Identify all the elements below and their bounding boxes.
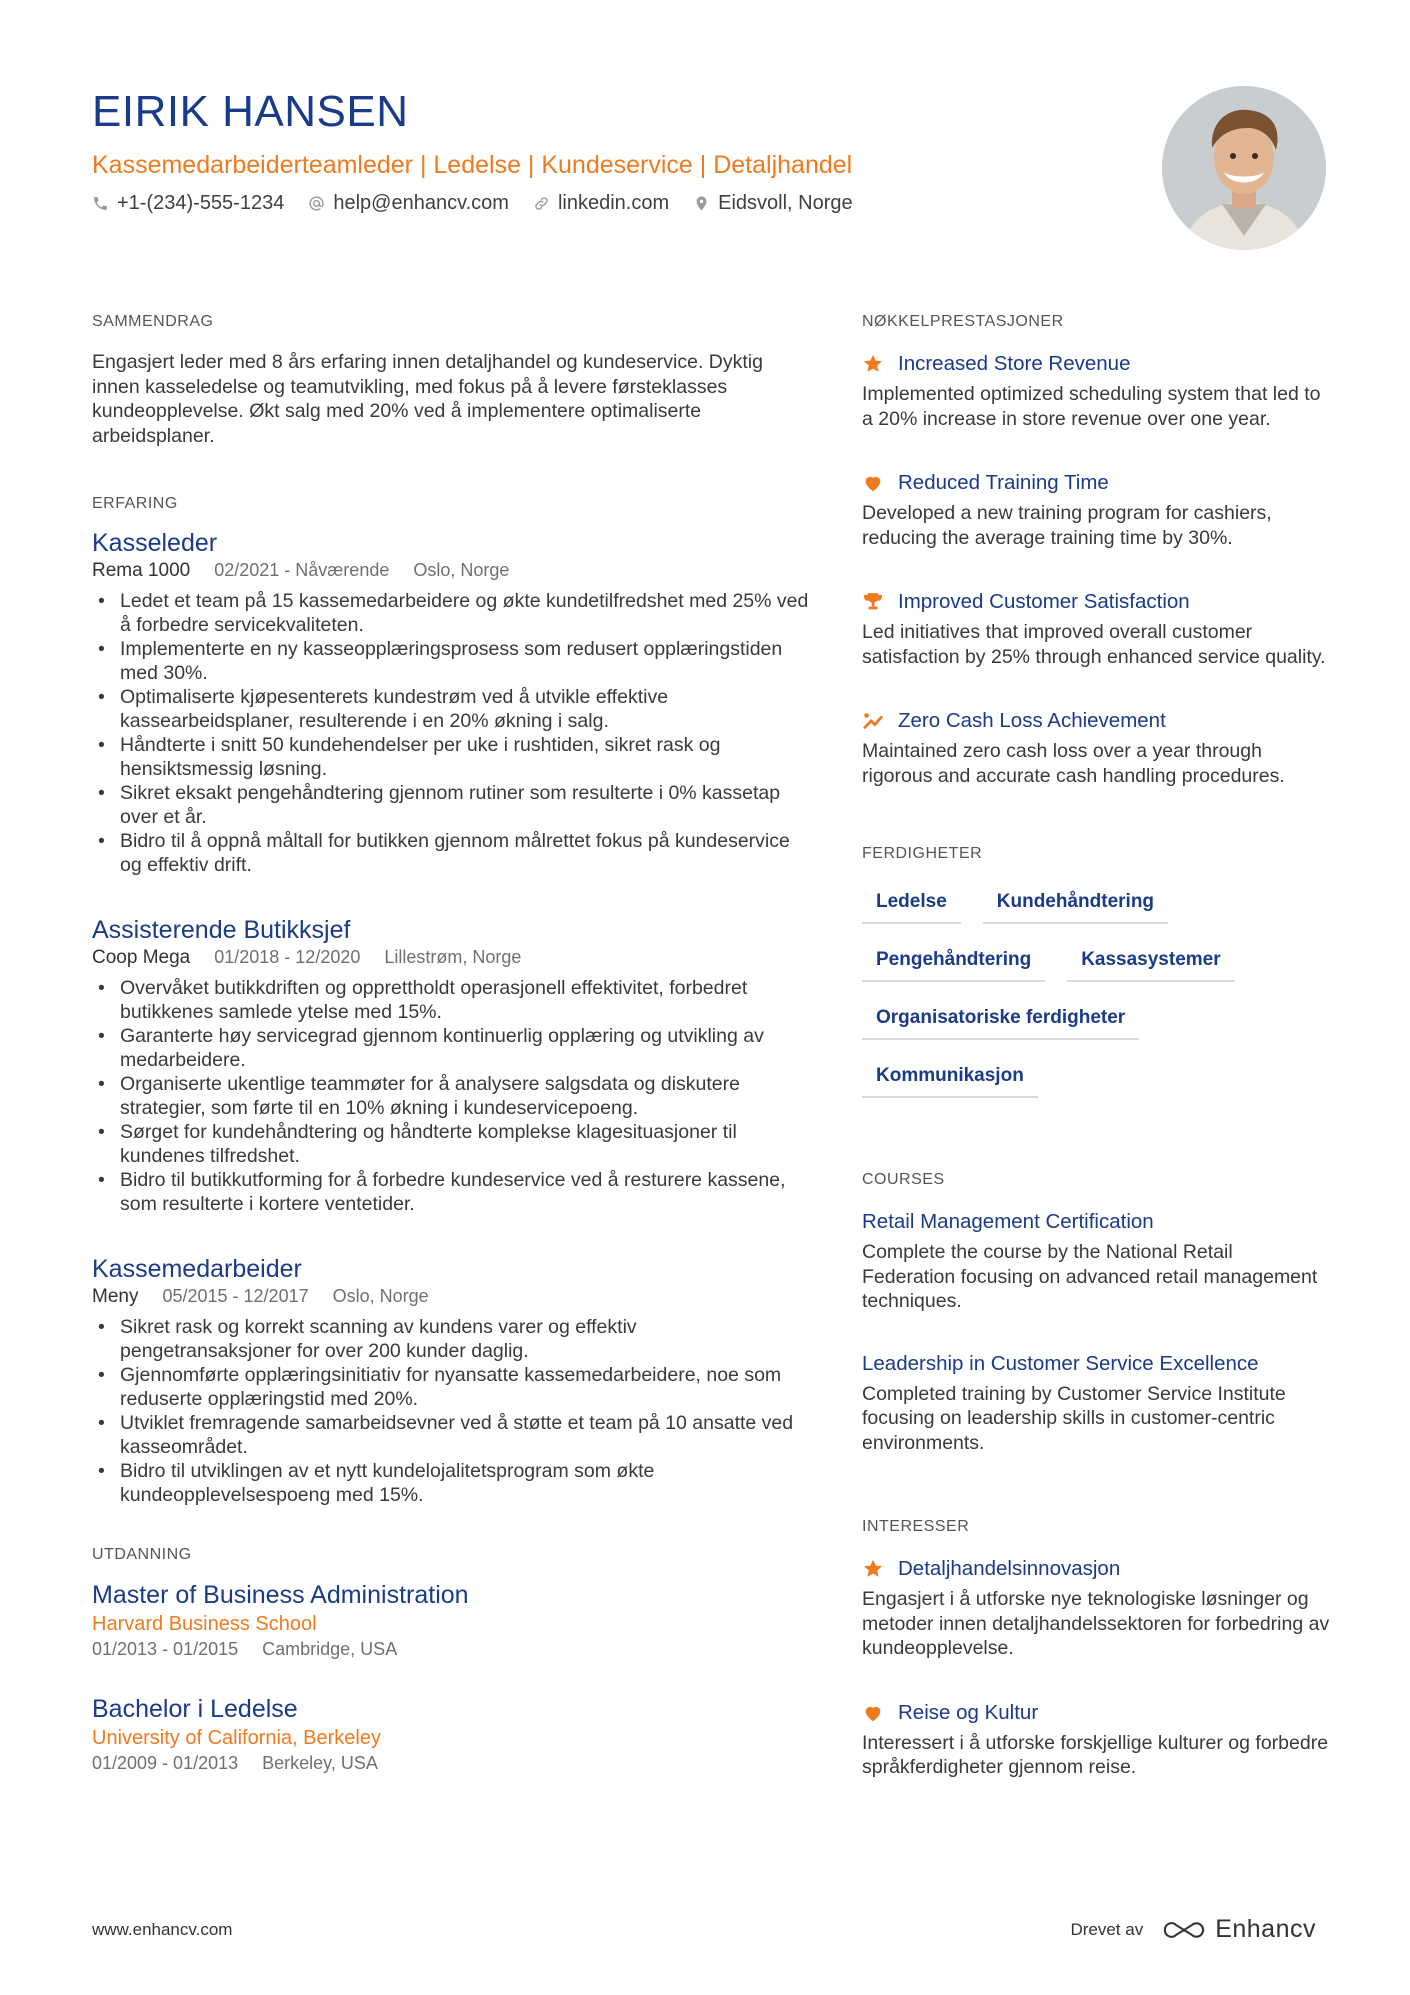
interest-desc: Engasjert i å utforske nye teknologiske løsninger og metoder innen detaljhandelssektoren for forbedring av kundeopplevelse. <box>862 1588 1330 1659</box>
bullet-item: • Sørget for kundehåndtering og håndterte komplekse klagesituasjoner til kundenes tilfredshet. <box>92 1120 812 1168</box>
job-entry <box>92 915 812 1216</box>
bullet-item: • Utviklet fremragende samarbeidsevner ved å støtte et team på 10 ansatte ved kasseområdet. <box>92 1411 812 1459</box>
skills-list <box>862 886 1322 1098</box>
course-desc: Complete the course by the National Retail Federation focusing on advanced retail management techniques. <box>862 1241 1318 1312</box>
edu-meta <box>92 1637 812 1661</box>
interest-title: Reise og Kultur <box>898 1700 1039 1724</box>
course-title: Leadership in Customer Service Excellence <box>862 1351 1259 1375</box>
job-bullets <box>92 976 812 1216</box>
skill-tag: Kommunikasjon <box>862 1060 1038 1098</box>
job-meta <box>92 558 812 583</box>
edu-dates: 01/2009 - 01/2013 <box>92 1753 239 1773</box>
contact-email[interactable] <box>308 192 509 215</box>
left-column <box>92 312 812 1821</box>
bullet-item: • Organiserte ukentlige teammøter for å analysere salgsdata og diskutere strategier, som førte til en 10% økning i kundeservicepoeng. <box>92 1072 812 1120</box>
job-location: Lillestrøm, Norge <box>384 947 522 967</box>
bullet-item: • Overvåket butikkdriften og opprettholdt operasjonell effektivitet, forbedret butikkenes samlede ytelse med 15%. <box>92 976 812 1024</box>
course-item <box>862 1350 1330 1456</box>
bullet-item: • Optimaliserte kjøpesenterets kundestrøm ved å utvikle effektive kassearbeidsplaner, resulterende i en 20% økning i salg. <box>92 685 812 733</box>
skill-tag: Pengehåndtering <box>862 944 1045 982</box>
achievement-title: Zero Cash Loss Achievement <box>898 709 1166 732</box>
achievement-item <box>862 350 1330 431</box>
achievement-desc: Maintained zero cash loss over a year through rigorous and accurate cash handling procedures. <box>862 740 1285 787</box>
bullet-item: • Sikret rask og korrekt scanning av kundens varer og effektiv pengetransaksjoner for over 200 kunder daglig. <box>92 1315 812 1363</box>
skills-section <box>862 844 1330 1098</box>
education-title: UTDANNING <box>92 1546 192 1563</box>
interests-title: INTERESSER <box>862 1518 970 1535</box>
summary-title: SAMMENDRAG <box>92 313 214 330</box>
skill-tag: Kassasystemer <box>1067 944 1234 982</box>
achievement-item <box>862 469 1330 550</box>
avatar-illustration-icon <box>1162 86 1326 250</box>
achievements-section <box>862 312 1330 788</box>
skill-tag: Organisatoriske ferdigheter <box>862 1002 1139 1040</box>
job-entry <box>92 1254 812 1507</box>
contact-row <box>92 192 1142 215</box>
achievement-item <box>862 588 1330 669</box>
edu-school: Harvard Business School <box>92 1613 317 1635</box>
edu-school: University of California, Berkeley <box>92 1727 381 1749</box>
achievements-title: NØKKELPRESTASJONER <box>862 313 1064 330</box>
bullet-item: • Implementerte en ny kasseopplæringsprosess som redusert opplæringstiden med 30%. <box>92 637 812 685</box>
candidate-name: EIRIK HANSEN <box>92 87 409 136</box>
bullet-item: • Gjennomførte opplæringsinitiativ for nyansatte kassemedarbeidere, noe som reduserte opplæringstid med 20%. <box>92 1363 812 1411</box>
right-column <box>862 312 1330 1826</box>
job-location: Oslo, Norge <box>332 1286 429 1306</box>
job-dates: 01/2018 - 12/2020 <box>214 947 361 967</box>
interest-desc: Interessert i å utforske forskjellige kulturer og forbedre språkferdigheter gjennom reise. <box>862 1731 1329 1778</box>
heart-icon <box>862 1702 884 1724</box>
location-pin-icon <box>693 195 710 212</box>
edu-location: Berkeley, USA <box>262 1753 378 1773</box>
summary-section <box>92 312 812 448</box>
job-bullets <box>92 589 812 877</box>
job-company: Coop Mega <box>92 947 191 968</box>
interests-section <box>862 1517 1330 1780</box>
contact-location <box>693 192 853 215</box>
linkedin-text: linkedin.com <box>557 192 670 214</box>
footer-url[interactable]: www.enhancv.com <box>92 1919 233 1939</box>
phone-text: +1-(234)-555-1234 <box>117 192 285 214</box>
edu-degree: Bachelor i Ledelse <box>92 1695 298 1723</box>
bullet-item: • Sikret eksakt pengehåndtering gjennom rutiner som resulterte i 0% kassetap over et år. <box>92 781 812 829</box>
location-text: Eidsvoll, Norge <box>718 192 853 214</box>
course-item <box>862 1208 1330 1314</box>
skills-title: FERDIGHETER <box>862 845 983 862</box>
bullet-item: • Bidro til å oppnå måltall for butikken gjennom målrettet fokus på kundeservice og effektiv drift. <box>92 829 812 877</box>
star-icon <box>862 353 884 375</box>
heart-icon <box>862 472 884 494</box>
edu-degree: Master of Business Administration <box>92 1581 469 1609</box>
achievement-item <box>862 707 1330 788</box>
headline: Kassemedarbeiderteamleder | Ledelse | Kundeservice | Detaljhandel <box>92 151 853 179</box>
achievement-desc: Implemented optimized scheduling system that led to a 20% increase in store revenue over one year. <box>862 383 1321 430</box>
chart-icon <box>862 710 884 732</box>
resume-header <box>92 86 1142 215</box>
powered-by-label: Drevet av <box>1070 1919 1144 1939</box>
bullet-item: • Bidro til utviklingen av et nytt kundelojalitetsprogram som økte kundeopplevelsespoeng med 15%. <box>92 1459 812 1507</box>
bullet-item: • Bidro til butikkutforming for å forbedre kundeservice ved å resturere kassene, som resulterte i kortere ventetider. <box>92 1168 812 1216</box>
job-title: Kasseleder <box>92 529 218 557</box>
skill-tag: Ledelse <box>862 886 961 924</box>
courses-title: COURSES <box>862 1171 945 1188</box>
job-location: Oslo, Norge <box>413 560 510 580</box>
education-entry <box>92 1693 812 1775</box>
job-dates: 05/2015 - 12/2017 <box>162 1286 309 1306</box>
job-entry <box>92 528 812 877</box>
course-title: Retail Management Certification <box>862 1210 1154 1233</box>
job-title: Assisterende Butikksjef <box>92 916 351 944</box>
email-text: help@enhancv.com <box>333 192 509 214</box>
courses-section <box>862 1170 1330 1455</box>
achievement-desc: Led initiatives that improved overall customer satisfaction by 25% through enhanced service quality. <box>862 621 1326 668</box>
bullet-item: • Håndterte i snitt 50 kundehendelser per uke i rushtiden, sikret rask og hensiktsmessig løsning. <box>92 733 812 781</box>
star-icon <box>862 1558 884 1580</box>
brand-name: Enhancv <box>1215 1915 1316 1943</box>
enhancv-logo-icon <box>1161 1918 1207 1942</box>
achievement-title: Increased Store Revenue <box>898 352 1131 375</box>
skill-tag: Kundehåndtering <box>983 886 1168 924</box>
trophy-icon <box>862 591 884 613</box>
contact-phone[interactable] <box>92 192 284 215</box>
education-section <box>92 1545 812 1775</box>
job-dates: 02/2021 - Nåværende <box>214 560 390 580</box>
job-meta <box>92 945 812 970</box>
education-entry <box>92 1579 812 1661</box>
job-bullets <box>92 1315 812 1507</box>
job-company: Rema 1000 <box>92 560 191 581</box>
job-meta <box>92 1284 812 1309</box>
course-desc: Completed training by Customer Service Institute focusing on leadership skills in customer-centric environments. <box>862 1382 1286 1454</box>
achievement-title: Reduced Training Time <box>898 471 1109 494</box>
edu-meta <box>92 1751 812 1775</box>
interest-title: Detaljhandelsinnovasjon <box>898 1557 1121 1580</box>
profile-photo <box>1162 86 1326 250</box>
link-icon <box>533 195 550 212</box>
experience-section <box>92 494 812 1507</box>
phone-icon <box>92 195 109 212</box>
edu-dates: 01/2013 - 01/2015 <box>92 1639 239 1659</box>
at-icon <box>308 195 325 212</box>
brand-logo[interactable] <box>1161 1915 1316 1944</box>
bullet-item: • Ledet et team på 15 kassemedarbeidere og økte kundetilfredshet med 25% ved å forbedre servicekvaliteten. <box>92 589 812 637</box>
summary-text: Engasjert leder med 8 års erfaring innen detaljhandel og kundeservice. Dyktig innen kasseledelse og teamutvikling, med fokus på å levere førsteklasses kundeopplevelse. Økt salg med 20% ved å implementere optimaliserte arbeidsplaner. <box>92 351 763 447</box>
job-company: Meny <box>92 1286 139 1307</box>
experience-title: ERFARING <box>92 495 178 512</box>
job-title: Kassemedarbeider <box>92 1255 302 1283</box>
contact-linkedin[interactable] <box>533 192 669 215</box>
powered-by <box>1070 1915 1316 1944</box>
edu-location: Cambridge, USA <box>262 1639 398 1659</box>
achievement-desc: Developed a new training program for cashiers, reducing the average training time by 30%. <box>862 502 1272 549</box>
achievement-title: Improved Customer Satisfaction <box>898 590 1190 613</box>
footer <box>92 1915 1316 1944</box>
bullet-item: • Garanterte høy servicegrad gjennom kontinuerlig opplæring og utvikling av medarbeidere. <box>92 1024 812 1072</box>
interest-item <box>862 1555 1330 1661</box>
interest-item <box>862 1699 1330 1780</box>
